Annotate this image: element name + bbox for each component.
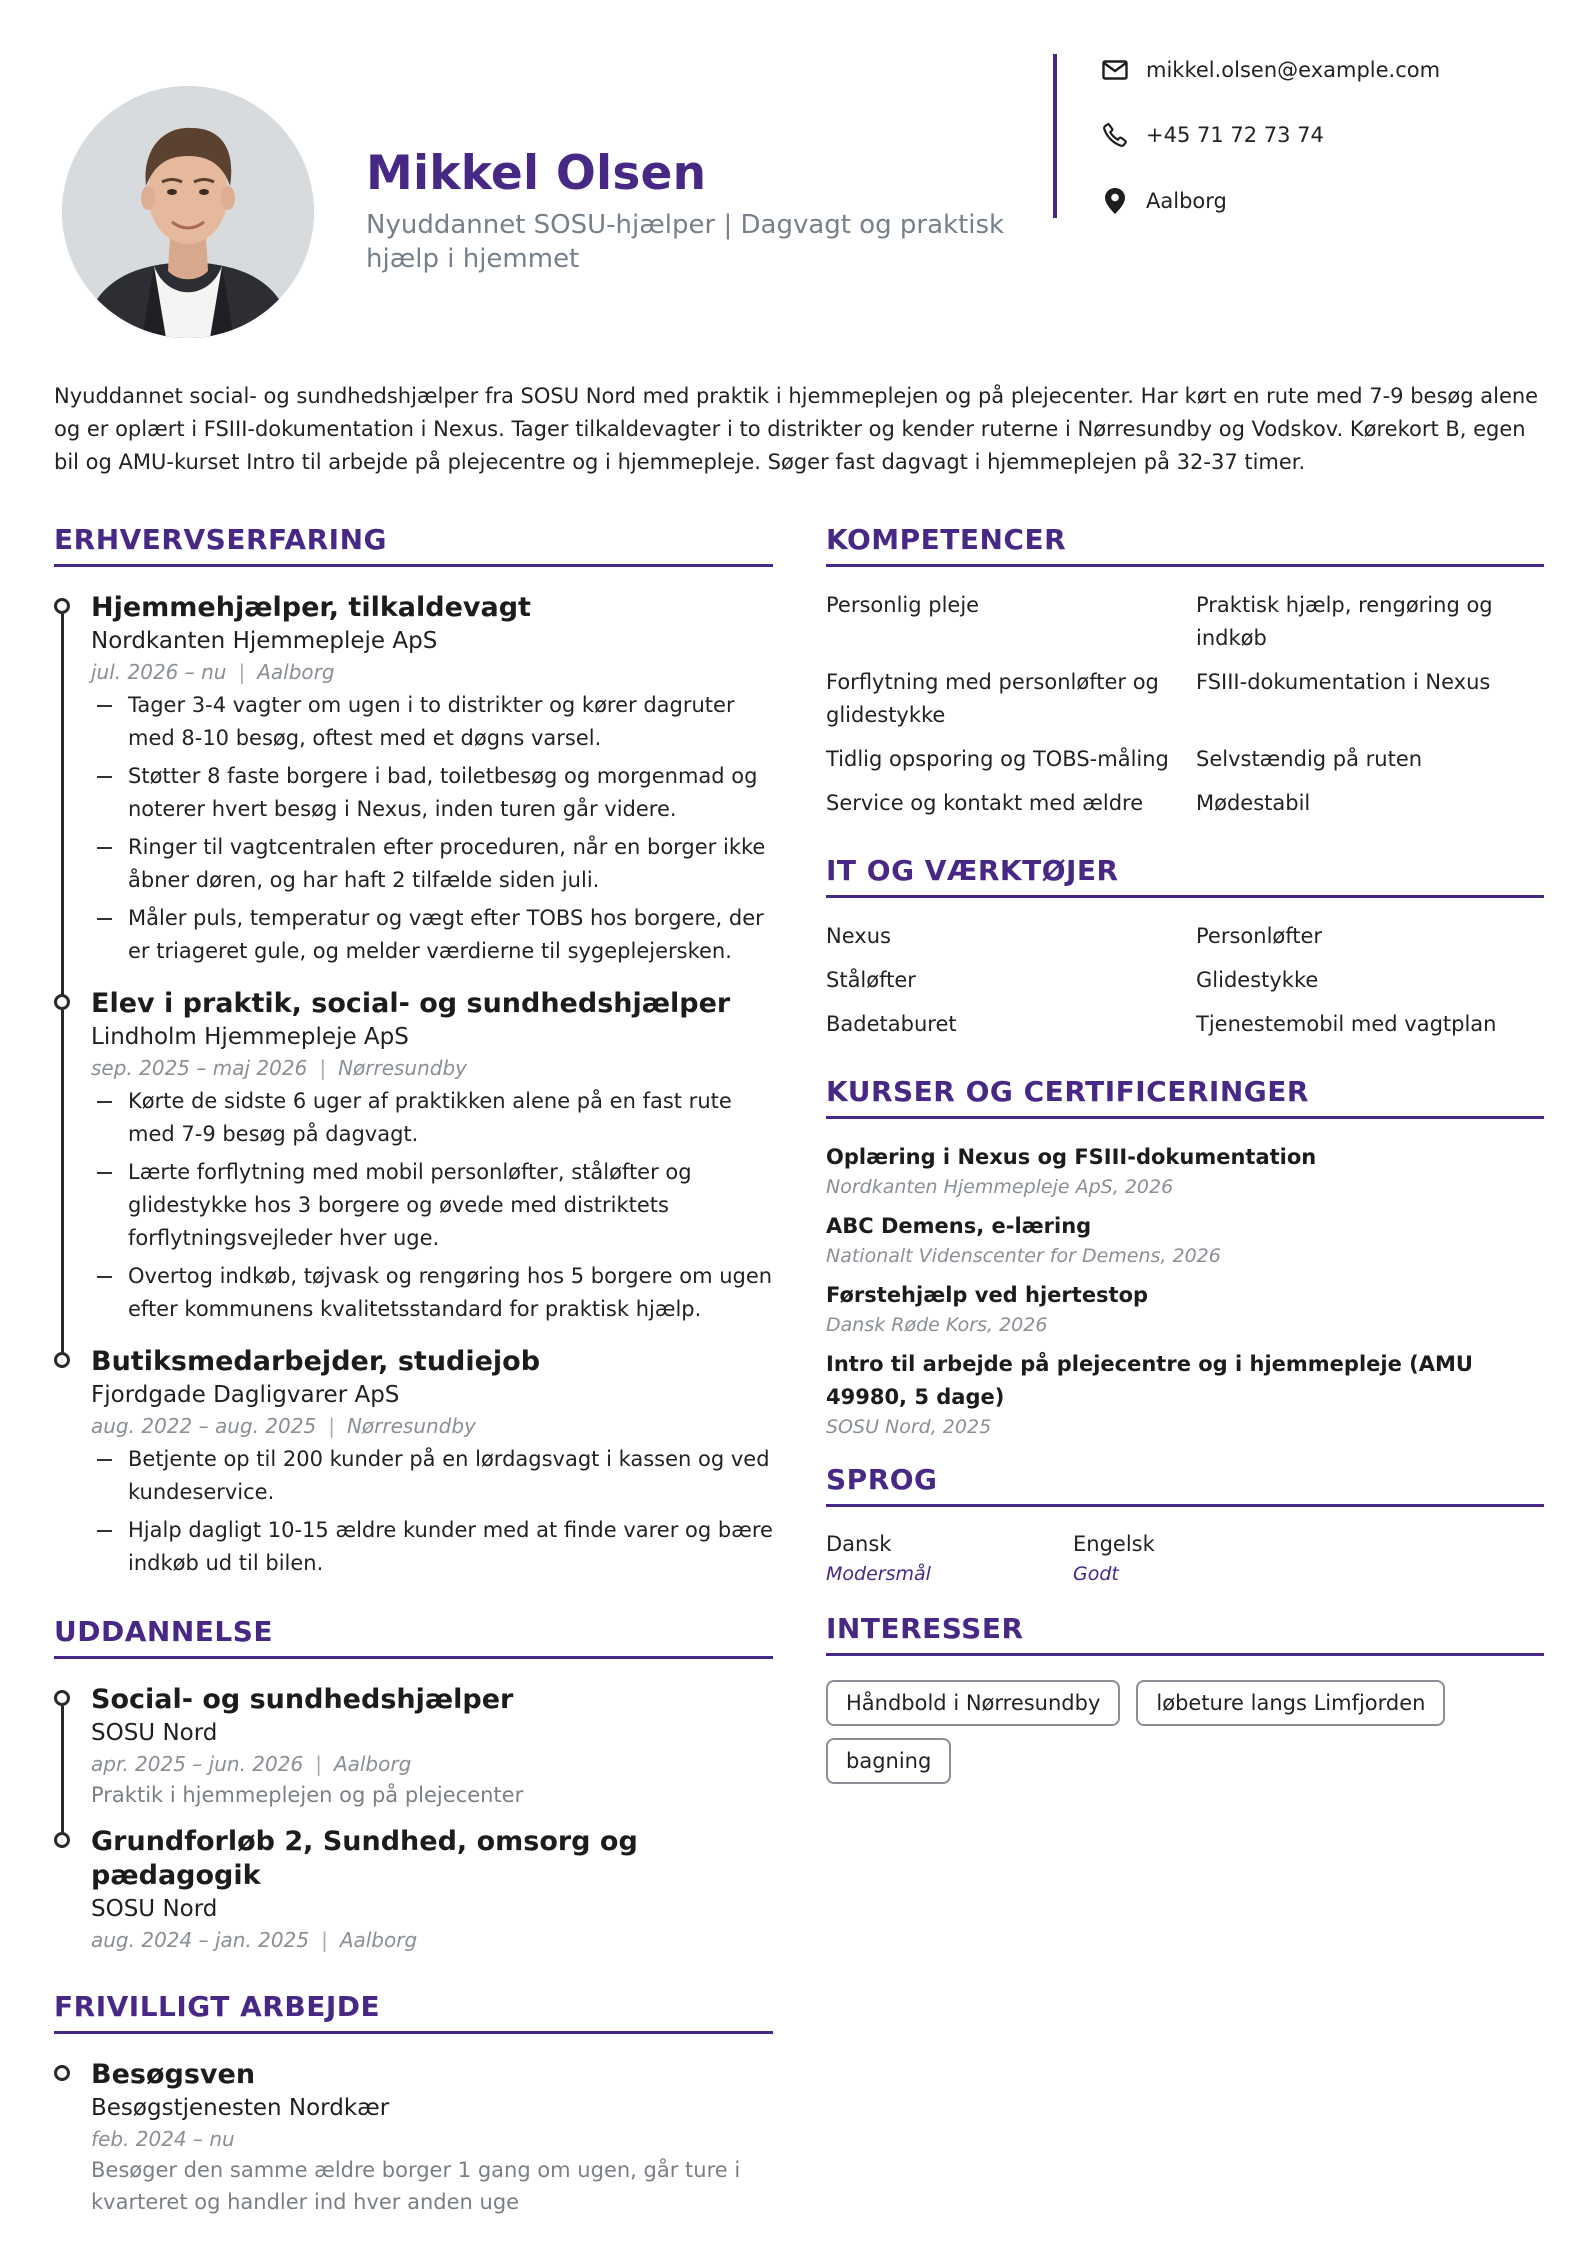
left-column bbox=[54, 522, 773, 2218]
experience-heading: ERHVERVSERFARING bbox=[54, 522, 773, 567]
bullet-item: Ringer til vagtcentralen efter proceduren, når en borger ikke åbner døren, og har haft 2 tilfælde siden juli. bbox=[91, 831, 773, 897]
course-item bbox=[826, 1279, 1544, 1338]
job-bullets bbox=[91, 1443, 773, 1580]
timeline-dot bbox=[54, 1352, 70, 1368]
skills-heading: KOMPETENCER bbox=[826, 522, 1544, 567]
contact-location bbox=[1100, 183, 1227, 219]
job-bullets bbox=[91, 1085, 773, 1326]
experience-section bbox=[54, 522, 773, 1580]
employer: Nordkanten Hjemmepleje ApS bbox=[91, 628, 438, 654]
volunteer-timeline bbox=[54, 2058, 773, 2218]
degree-title: Grundforløb 2, Sundhed, omsorg og pædagogik bbox=[91, 1826, 638, 1891]
timeline-dot bbox=[54, 598, 70, 614]
experience-entry bbox=[91, 987, 773, 1345]
employer: Fjordgade Dagligvarer ApS bbox=[91, 1382, 400, 1408]
interest-tag: løbeture langs Limfjorden bbox=[1136, 1680, 1445, 1726]
education-meta: aug. 2024 – jan. 2025 | Aalborg bbox=[91, 1928, 418, 1952]
bullet-item: Tager 3-4 vagter om ugen i to distrikter og kører dagruter med 8-10 besøg, oftest med et døgns varsel. bbox=[91, 689, 773, 755]
education-place: Aalborg bbox=[333, 1752, 412, 1776]
course-issuer: SOSU Nord, 2025 bbox=[826, 1416, 992, 1438]
bullet-item: Hjalp dagligt 10-15 ældre kunder med at finde varer og bære indkøb ud til bilen. bbox=[91, 1514, 773, 1580]
education-section bbox=[54, 1614, 773, 1955]
candidate-headline: Nyuddannet SOSU-hjælper | Dagvagt og praktisk hjælp i hjemmet bbox=[366, 210, 1005, 274]
education-timeline bbox=[54, 1683, 773, 1955]
language-level: Modersmål bbox=[826, 1563, 931, 1585]
skill-item: Selvstændig på ruten bbox=[1196, 747, 1423, 771]
education-place: Aalborg bbox=[339, 1928, 418, 1952]
job-title: Hjemmehjælper, tilkaldevagt bbox=[91, 592, 531, 623]
course-name: ABC Demens, e-læring bbox=[826, 1214, 1092, 1238]
languages-section bbox=[826, 1462, 1544, 1589]
course-item bbox=[826, 1210, 1544, 1269]
profile-photo bbox=[62, 86, 314, 338]
school: SOSU Nord bbox=[91, 1720, 218, 1746]
volunteer-dates: feb. 2024 – nu bbox=[91, 2127, 235, 2151]
interest-tag: Håndbold i Nørresundby bbox=[826, 1680, 1120, 1726]
profile-summary: Nyuddannet social- og sundhedshjælper fra SOSU Nord med praktik i hjemmeplejen og på plejecenter. Har kørt en rute med 7-9 besøg alene og er oplært i FSIII-dokumentation i Nexus. Tager tilkaldevagter i to distrikter og kender ruterne i Nørresundby og Vodskov. Kørekort B, egen bil og AMU-kurset Intro til arbejde på plejecentre og i hjemmepleje. Søger fast dagvagt i hjemmeplejen på 32-37 timer. bbox=[54, 384, 1539, 474]
courses-section bbox=[826, 1074, 1544, 1440]
skill-item: Service og kontakt med ældre bbox=[826, 791, 1144, 815]
contact-divider bbox=[1053, 54, 1057, 218]
tools-heading: IT OG VÆRKTØJER bbox=[826, 853, 1544, 898]
experience-timeline bbox=[54, 591, 773, 1580]
education-dates: aug. 2024 – jan. 2025 bbox=[91, 1928, 310, 1952]
job-meta: jul. 2026 – nu | Aalborg bbox=[91, 660, 335, 684]
timeline-dot bbox=[54, 2065, 70, 2081]
course-issuer: Nordkanten Hjemmepleje ApS, 2026 bbox=[826, 1176, 1174, 1198]
bullet-item: Betjente op til 200 kunder på en lørdagsvagt i kassen og ved kundeservice. bbox=[91, 1443, 773, 1509]
tools-section bbox=[826, 853, 1544, 1052]
timeline-line bbox=[61, 614, 64, 997]
employer: Lindholm Hjemmepleje ApS bbox=[91, 1024, 409, 1050]
job-meta: sep. 2025 – maj 2026 | Nørresundby bbox=[91, 1056, 468, 1080]
skill-item: Forflytning med personløfter og glidestykke bbox=[826, 670, 1159, 727]
tool-item: Glidestykke bbox=[1196, 968, 1319, 992]
tool-item: Ståløfter bbox=[826, 968, 916, 992]
course-name: Førstehjælp ved hjertestop bbox=[826, 1283, 1149, 1307]
skill-item: Tidlig opsporing og TOBS-måling bbox=[826, 747, 1169, 771]
skills-grid bbox=[826, 589, 1544, 831]
contact-location-text: Aalborg bbox=[1146, 189, 1227, 213]
language-name: Engelsk bbox=[1073, 1532, 1155, 1556]
job-place: Aalborg bbox=[257, 660, 335, 684]
right-column bbox=[826, 522, 1544, 1796]
bullet-item: Kørte de sidste 6 uger af praktikken alene på en fast rute med 7-9 besøg på dagvagt. bbox=[91, 1085, 773, 1151]
skill-item: Personlig pleje bbox=[826, 593, 980, 617]
timeline-line bbox=[61, 1706, 64, 1835]
job-dates: jul. 2026 – nu bbox=[91, 660, 227, 684]
education-dates: apr. 2025 – jun. 2026 bbox=[91, 1752, 304, 1776]
skill-item: FSIII-dokumentation i Nexus bbox=[1196, 670, 1491, 694]
languages-list bbox=[826, 1529, 1544, 1589]
interests-section bbox=[826, 1611, 1544, 1796]
contact-phone-text: +45 71 72 73 74 bbox=[1146, 123, 1324, 147]
courses-list bbox=[826, 1141, 1544, 1440]
volunteer-org: Besøgstjenesten Nordkær bbox=[91, 2095, 390, 2121]
languages-heading: SPROG bbox=[826, 1462, 1544, 1507]
job-place: Nørresundby bbox=[346, 1414, 476, 1438]
job-dates: aug. 2022 – aug. 2025 bbox=[91, 1414, 317, 1438]
course-item bbox=[826, 1348, 1544, 1440]
interest-tag: bagning bbox=[826, 1738, 951, 1784]
skill-item: Mødestabil bbox=[1196, 791, 1311, 815]
education-entry bbox=[91, 1683, 773, 1825]
language-item bbox=[826, 1529, 1073, 1589]
timeline-dot bbox=[54, 1832, 70, 1848]
tool-item: Tjenestemobil med vagtplan bbox=[1196, 1012, 1497, 1036]
school: SOSU Nord bbox=[91, 1896, 218, 1922]
education-note: Praktik i hjemmeplejen og på plejecenter bbox=[91, 1783, 524, 1807]
bullet-item: Overtog indkøb, tøjvask og rengøring hos 5 borgere om ugen efter kommunens kvalitetsstandard for praktisk hjælp. bbox=[91, 1260, 773, 1326]
candidate-name: Mikkel Olsen bbox=[366, 146, 707, 201]
timeline-dot bbox=[54, 1690, 70, 1706]
interests-tags bbox=[826, 1680, 1544, 1796]
education-meta: apr. 2025 – jun. 2026 | Aalborg bbox=[91, 1752, 412, 1776]
job-bullets bbox=[91, 689, 773, 968]
bullet-item: Støtter 8 faste borgere i bad, toiletbesøg og morgenmad og noterer hvert besøg i Nexus, inden turen går videre. bbox=[91, 760, 773, 826]
job-meta: aug. 2022 – aug. 2025 | Nørresundby bbox=[91, 1414, 476, 1438]
volunteer-role: Besøgsven bbox=[91, 2059, 256, 2090]
education-entry bbox=[91, 1825, 773, 1955]
language-level: Godt bbox=[1073, 1563, 1119, 1585]
timeline-line bbox=[61, 1010, 64, 1355]
courses-heading: KURSER OG CERTIFICERINGER bbox=[826, 1074, 1544, 1119]
interests-heading: INTERESSER bbox=[826, 1611, 1544, 1656]
skill-item: Praktisk hjælp, rengøring og indkøb bbox=[1196, 593, 1493, 650]
timeline-dot bbox=[54, 994, 70, 1010]
course-issuer: Nationalt Videnscenter for Demens, 2026 bbox=[826, 1245, 1221, 1267]
course-item bbox=[826, 1141, 1544, 1200]
experience-entry bbox=[91, 1345, 773, 1580]
language-item bbox=[1073, 1529, 1320, 1589]
tool-item: Badetaburet bbox=[826, 1012, 957, 1036]
location-pin-icon bbox=[1100, 186, 1130, 216]
volunteer-entry bbox=[91, 2058, 773, 2218]
education-heading: UDDANNELSE bbox=[54, 1614, 773, 1659]
bullet-item: Lærte forflytning med mobil personløfter, ståløfter og glidestykke hos 3 borgere og øvede med distriktets forflytningsvejleder hver uge. bbox=[91, 1156, 773, 1255]
tools-grid bbox=[826, 920, 1544, 1052]
job-title: Butiksmedarbejder, studiejob bbox=[91, 1346, 541, 1377]
course-issuer: Dansk Røde Kors, 2026 bbox=[826, 1314, 1048, 1336]
volunteer-note: Besøger den samme ældre borger 1 gang om ugen, går ture i kvarteret og handler ind hver anden uge bbox=[91, 2158, 741, 2214]
contact-phone[interactable] bbox=[1100, 117, 1324, 153]
job-place: Nørresundby bbox=[338, 1056, 468, 1080]
degree-title: Social- og sundhedshjælper bbox=[91, 1684, 514, 1715]
mail-icon bbox=[1100, 55, 1130, 85]
tool-item: Personløfter bbox=[1196, 924, 1323, 948]
job-title: Elev i praktik, social- og sundhedshjælper bbox=[91, 988, 731, 1019]
tool-item: Nexus bbox=[826, 924, 891, 948]
language-name: Dansk bbox=[826, 1532, 892, 1556]
course-name: Intro til arbejde på plejecentre og i hjemmepleje (AMU 49980, 5 dage) bbox=[826, 1352, 1473, 1409]
bullet-item: Måler puls, temperatur og vægt efter TOBS hos borgere, der er triageret gule, og melder værdierne til sygeplejersken. bbox=[91, 902, 773, 968]
contact-email[interactable] bbox=[1100, 52, 1440, 88]
experience-entry bbox=[91, 591, 773, 987]
course-name: Oplæring i Nexus og FSIII-dokumentation bbox=[826, 1145, 1317, 1169]
volunteer-section bbox=[54, 1989, 773, 2218]
contact-email-text: mikkel.olsen@example.com bbox=[1146, 58, 1441, 82]
job-dates: sep. 2025 – maj 2026 bbox=[91, 1056, 308, 1080]
phone-icon bbox=[1100, 120, 1130, 150]
skills-section bbox=[826, 522, 1544, 831]
volunteer-heading: FRIVILLIGT ARBEJDE bbox=[54, 1989, 773, 2034]
